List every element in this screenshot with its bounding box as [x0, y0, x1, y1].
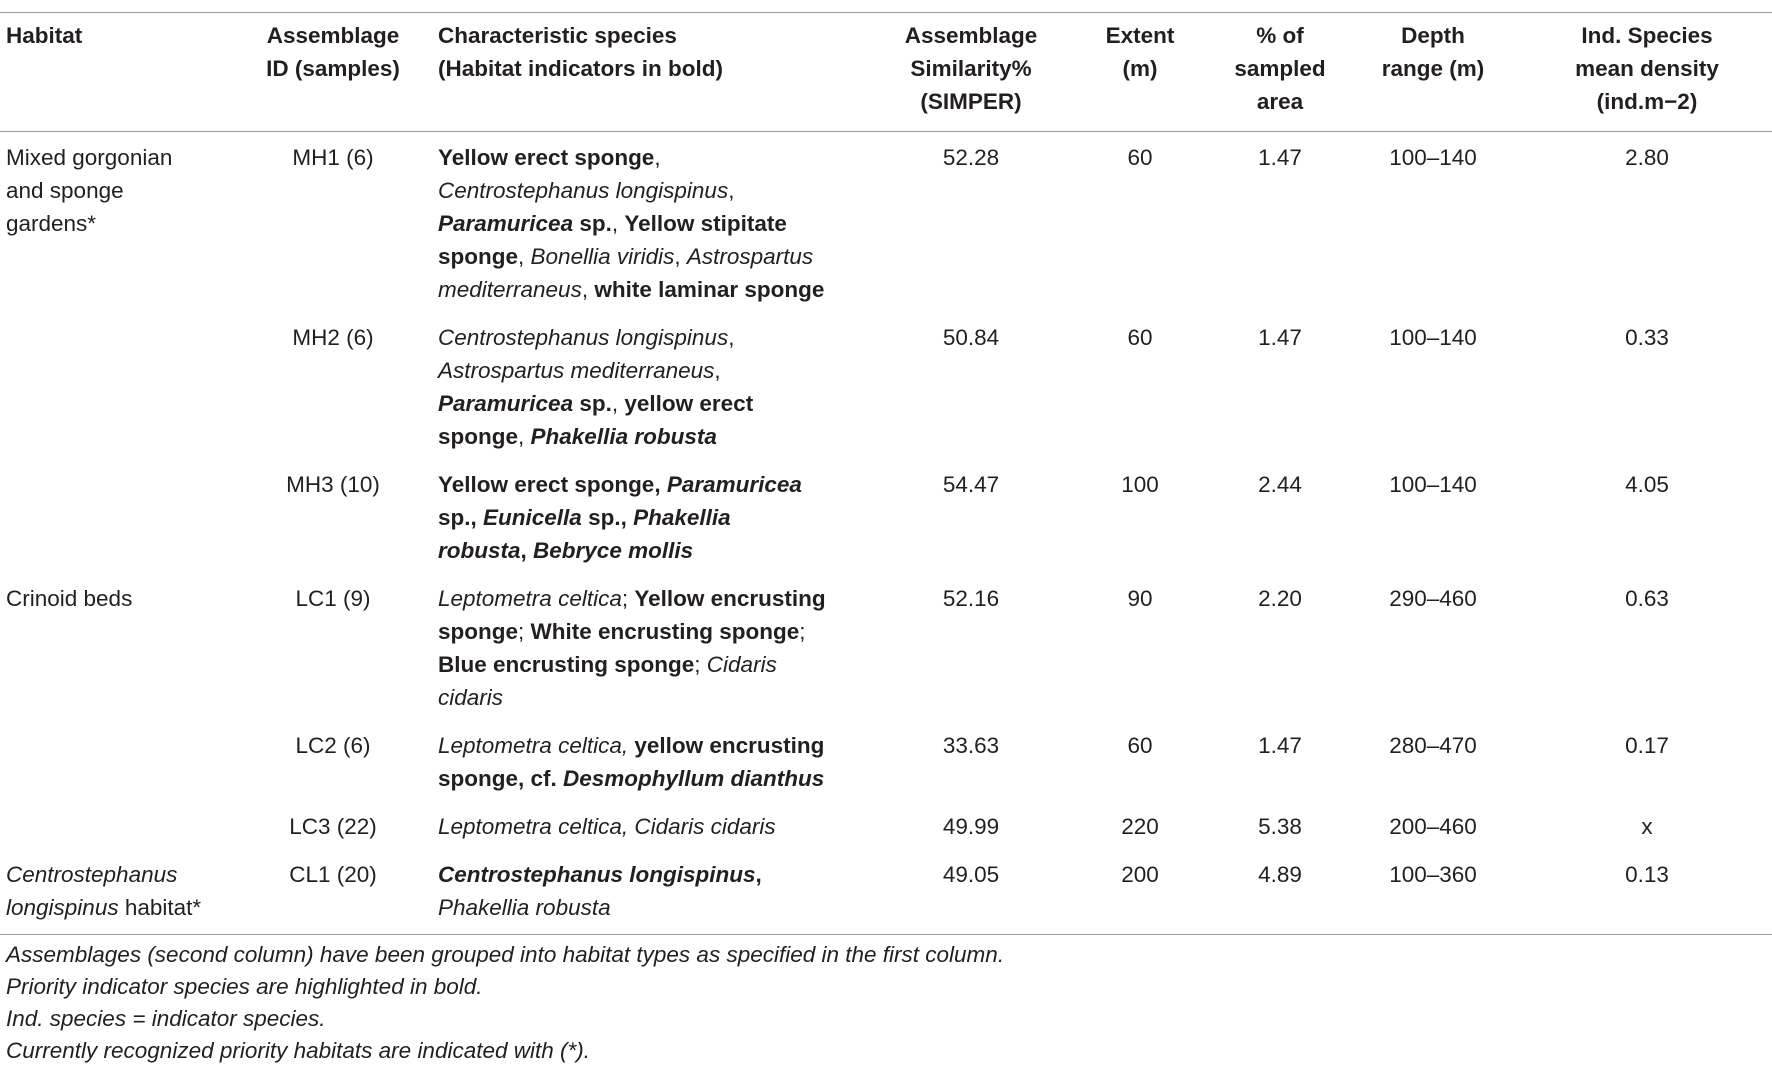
indicator-species-text: Eunicella: [483, 505, 582, 530]
cell-extent: 90: [1127, 586, 1153, 611]
cell-characteristic-species: [438, 459, 878, 573]
table-row: [0, 132, 1772, 313]
cell-similarity: 50.84: [942, 325, 1000, 350]
indicator-species-text: Paramuricea: [438, 211, 574, 236]
header-line: (m): [1122, 56, 1158, 81]
text-line: [438, 858, 868, 891]
indicator-species-text: Yellow encrusting: [634, 586, 826, 611]
cell-habitat: [0, 132, 228, 313]
species-text: Mixed gorgonian: [6, 145, 173, 170]
indicator-species-text: yellow erect: [624, 391, 754, 416]
cell-habitat: [0, 801, 228, 849]
footnote-priority: Currently recognized priority habitats are indicated with (*).: [6, 1038, 591, 1063]
species-text: Bonellia viridis: [530, 244, 675, 269]
indicator-species-text: Phakellia: [633, 505, 731, 530]
cell-assemblage-id: LC1 (9): [295, 586, 371, 611]
cell-extent: 220: [1121, 814, 1159, 839]
cell-sampled-area: 4.89: [1216, 849, 1344, 935]
header-line: Habitat: [6, 23, 83, 48]
cell-habitat: [0, 312, 228, 459]
text-line: [438, 615, 868, 648]
header-line: Ind. Species: [1581, 23, 1713, 48]
species-text: Astrospartus: [686, 244, 814, 269]
species-text: ,: [674, 244, 687, 269]
species-text: ,: [611, 391, 625, 416]
cell-similarity: 49.99: [942, 814, 1000, 839]
cell-characteristic-species: [438, 573, 878, 720]
species-text: Phakellia robusta: [438, 895, 611, 920]
table-container: [0, 12, 1772, 1067]
table-row: [0, 573, 1772, 720]
table-footnotes: [0, 935, 1772, 1067]
indicator-species-text: Paramuricea: [438, 391, 574, 416]
cell-assemblage-id: MH2 (6): [292, 325, 374, 350]
cell-density: 0.17: [1625, 733, 1669, 758]
species-text: Astrospartus mediterraneus: [438, 358, 715, 383]
species-text: mediterraneus: [438, 277, 582, 302]
table-row: [0, 459, 1772, 573]
indicator-species-text: white laminar sponge: [594, 277, 825, 302]
indicator-species-text: Paramuricea: [666, 472, 802, 497]
species-text: ;: [799, 619, 806, 644]
cell-sampled-area: 1.47: [1258, 733, 1302, 758]
text-line: [438, 420, 868, 453]
species-text: ,: [611, 211, 625, 236]
indicator-species-text: sp.,: [438, 505, 484, 530]
table-row: [0, 312, 1772, 459]
table-row: [0, 849, 1772, 935]
cell-habitat: [0, 573, 228, 720]
cell-extent: 200: [1064, 849, 1216, 935]
indicator-species-text: Yellow erect sponge: [438, 145, 655, 170]
indicator-species-text: Centrostephanus longispinus: [438, 862, 756, 887]
text-line: [438, 501, 868, 534]
header-sampled-area: [1216, 13, 1344, 132]
text-line: [438, 762, 868, 795]
species-text: Centrostephanus longispinus: [438, 178, 729, 203]
species-text: cidaris: [438, 685, 504, 710]
species-text: ,: [518, 424, 531, 449]
cell-assemblage-id: MH1 (6): [292, 145, 374, 170]
text-line: [6, 891, 228, 924]
cell-extent: 100: [1121, 472, 1159, 497]
text-line: [438, 648, 868, 681]
species-text: Centrostephanus: [6, 862, 178, 887]
cell-extent: 60: [1127, 145, 1153, 170]
cell-habitat: [0, 459, 228, 573]
indicator-species-text: Bebryce mollis: [533, 538, 694, 563]
text-line: [438, 240, 868, 273]
species-text: gardens*: [6, 211, 97, 236]
cell-density: 2.80: [1625, 145, 1669, 170]
cell-habitat: [0, 720, 228, 801]
header-depth-range: [1344, 13, 1522, 132]
text-line: [6, 174, 228, 207]
table-body: [0, 132, 1772, 935]
header-assemblage-id: [228, 13, 438, 132]
species-text: ;: [518, 619, 531, 644]
text-line: [438, 174, 868, 207]
cell-assemblage-id: MH3 (10): [286, 472, 380, 497]
table-row: [0, 720, 1772, 801]
indicator-species-text: Desmophyllum dianthus: [563, 766, 825, 791]
text-line: [438, 207, 868, 240]
header-line: ID (samples): [266, 56, 400, 81]
indicator-species-text: sponge: [438, 244, 519, 269]
header-line: (Habitat indicators in bold): [438, 56, 723, 81]
indicator-species-text: sponge: [438, 619, 519, 644]
species-text: ,: [654, 145, 661, 170]
header-line: Characteristic species: [438, 23, 677, 48]
species-text: ,: [581, 277, 595, 302]
indicator-species-text: Yellow erect sponge,: [438, 472, 667, 497]
cell-similarity: 52.28: [942, 145, 1000, 170]
cell-depth-range: 100–140: [1389, 472, 1477, 497]
cell-sampled-area: 1.47: [1258, 325, 1302, 350]
header-line: sampled: [1234, 56, 1326, 81]
species-text: Leptometra celtica,: [438, 733, 629, 758]
cell-similarity: 54.47: [942, 472, 1000, 497]
header-line: Assemblage: [266, 23, 400, 48]
cell-similarity: 52.16: [942, 586, 1000, 611]
table-row: [0, 801, 1772, 849]
cell-characteristic-species: [438, 801, 878, 849]
text-line: [438, 321, 868, 354]
cell-depth-range: 280–470: [1389, 733, 1477, 758]
species-text: ,: [714, 358, 721, 383]
header-density: [1522, 13, 1772, 132]
indicator-species-text: Blue encrusting sponge: [438, 652, 695, 677]
header-line: (SIMPER): [920, 89, 1022, 114]
cell-assemblage-id: LC2 (6): [295, 733, 371, 758]
header-line: Assemblage: [904, 23, 1038, 48]
footnote-ind-species: Ind. species = indicator species.: [6, 1006, 326, 1031]
cell-sampled-area: 2.20: [1258, 586, 1302, 611]
header-line: mean density: [1575, 56, 1719, 81]
header-line: % of: [1256, 23, 1304, 48]
species-text: Centrostephanus longispinus: [438, 325, 729, 350]
text-line: [6, 858, 228, 891]
text-line: [438, 354, 868, 387]
cell-characteristic-species: [438, 132, 878, 313]
habitat-table: [0, 12, 1772, 935]
indicator-species-text: sponge, cf.: [438, 766, 564, 791]
text-line: [6, 582, 228, 615]
cell-sampled-area: 5.38: [1258, 814, 1302, 839]
header-line: Extent: [1105, 23, 1175, 48]
text-line: [438, 891, 868, 924]
cell-characteristic-species: [438, 312, 878, 459]
cell-extent: 60: [1127, 733, 1153, 758]
species-text: ,: [728, 178, 735, 203]
text-line: [438, 681, 868, 714]
header-similarity: [878, 13, 1064, 132]
cell-similarity: 49.05: [878, 849, 1064, 935]
cell-depth-range: 100–360: [1344, 849, 1522, 935]
cell-depth-range: 200–460: [1389, 814, 1477, 839]
indicator-species-text: Yellow stipitate: [624, 211, 787, 236]
cell-depth-range: 100–140: [1389, 325, 1477, 350]
indicator-species-text: Phakellia robusta: [530, 424, 717, 449]
species-text: Cidaris: [706, 652, 777, 677]
species-text: ;: [694, 652, 707, 677]
text-line: [438, 468, 868, 501]
species-text: longispinus: [6, 895, 119, 920]
species-text: ,: [728, 325, 735, 350]
species-text: Crinoid beds: [6, 586, 133, 611]
cell-density: x: [1641, 814, 1653, 839]
text-line: [438, 729, 868, 762]
cell-depth-range: 290–460: [1389, 586, 1477, 611]
text-line: [6, 141, 228, 174]
cell-sampled-area: 1.47: [1258, 145, 1302, 170]
species-text: ;: [621, 586, 635, 611]
header-line: Similarity%: [910, 56, 1032, 81]
indicator-species-text: sp.,: [581, 505, 634, 530]
header-extent: [1064, 13, 1216, 132]
footnote-grouping: Assemblages (second column) have been grouped into habitat types as specified in the first column.: [6, 942, 1005, 967]
species-text: and sponge: [6, 178, 124, 203]
cell-similarity: 33.63: [942, 733, 1000, 758]
footnote-bold: Priority indicator species are highlighted in bold.: [6, 974, 483, 999]
species-text: Leptometra celtica: [438, 586, 622, 611]
species-text: ,: [518, 244, 531, 269]
text-line: [438, 534, 868, 567]
cell-density: 0.63: [1625, 586, 1669, 611]
cell-habitat: [0, 849, 228, 935]
indicator-species-text: White encrusting sponge: [530, 619, 800, 644]
header-characteristic-species: [438, 13, 878, 132]
cell-density: 0.13: [1522, 849, 1772, 935]
cell-characteristic-species: [438, 720, 878, 801]
text-line: [6, 207, 228, 240]
indicator-species-text: sp.: [573, 391, 612, 416]
indicator-species-text: ,: [520, 538, 534, 563]
cell-sampled-area: 2.44: [1258, 472, 1302, 497]
header-line: area: [1256, 89, 1304, 114]
cell-density: 4.05: [1625, 472, 1669, 497]
header-line: range (m): [1381, 56, 1485, 81]
text-line: [438, 810, 868, 843]
indicator-species-text: robusta: [438, 538, 521, 563]
text-line: [438, 582, 868, 615]
indicator-species-text: ,: [755, 862, 762, 887]
cell-density: 0.33: [1625, 325, 1669, 350]
cell-assemblage-id: CL1 (20): [228, 849, 438, 935]
text-line: [438, 387, 868, 420]
indicator-species-text: sponge: [438, 424, 519, 449]
header-habitat: [0, 13, 228, 132]
cell-assemblage-id: LC3 (22): [289, 814, 377, 839]
cell-depth-range: 100–140: [1389, 145, 1477, 170]
indicator-species-text: sp.: [573, 211, 612, 236]
indicator-species-text: yellow encrusting: [634, 733, 825, 758]
species-text: habitat*: [118, 895, 202, 920]
text-line: [438, 273, 868, 306]
header-row: [0, 13, 1772, 132]
cell-extent: 60: [1127, 325, 1153, 350]
header-line: Depth: [1401, 23, 1465, 48]
text-line: [438, 141, 868, 174]
header-line: (ind.m−2): [1596, 89, 1698, 114]
cell-characteristic-species: [438, 849, 878, 935]
species-text: Leptometra celtica, Cidaris cidaris: [438, 814, 776, 839]
